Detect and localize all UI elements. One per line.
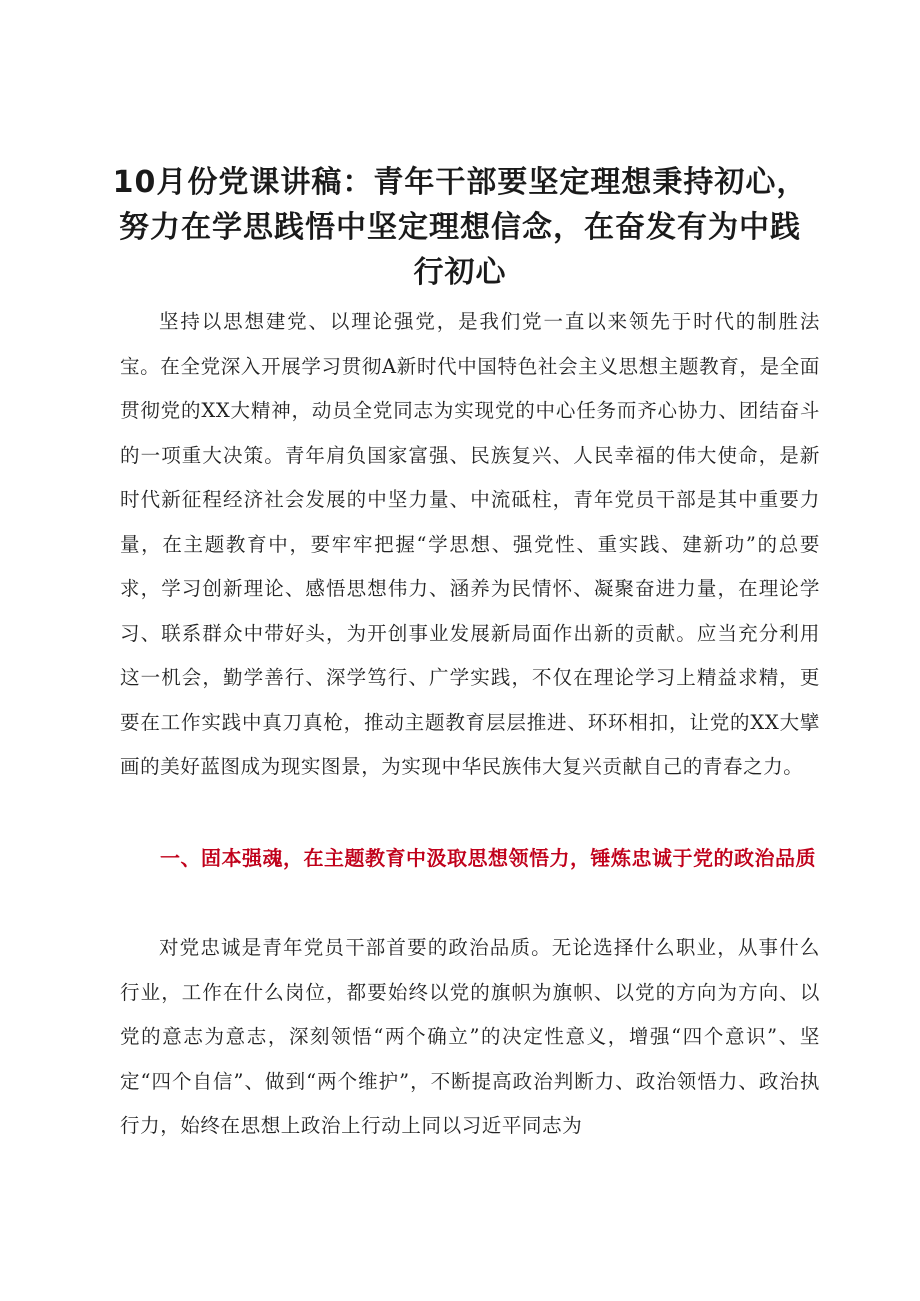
intro-paragraph: 坚持以思想建党、以理论强党，是我们党一直以来领先于时代的制胜法宝。在全党深入开展学习贯彻A新时代中国特色社会主义思想主题教育，是全面贯彻党的XX大精神，动员全党同志为实现党的中心任务而齐心协力、团结奋斗的一项重大决策。青年肩负国家富强、民族复兴、人民幸福的伟大使命，是新时代新征程经济社会发展的中坚力量、中流砥柱，青年党员干部是其中重要力量，在主题教育中，要牢牢把握“学思想、强党性、重实践、建新功”的总要求，学习创新理论、感悟思想伟力、涵养为民情怀、凝聚奋进力量，在理论学习、联系群众中带好头，为开创事业发展新局面作出新的贡献。应当充分利用这一机会，勤学善行、深学笃行、广学实践，不仅在理论学习上精益求精，更要在工作实践中真刀真枪，推动主题教育层层推进、环环相扣，让党的XX大擘画的美好蓝图成为现实图景，为实现中华民族伟大复兴贡献自己的青春之力。 bbox=[120, 310, 820, 778]
section-1-paragraph: 对党忠诚是青年党员干部首要的政治品质。无论选择什么职业，从事什么行业，工作在什么岗位，都要始终以党的旗帜为旗帜、以党的方向为方向、以党的意志为意志，深刻领悟“两个确立”的决定性意义，增强“四个意识”、坚定“四个自信”、做到“两个维护”，不断提高政治判断力、政治领悟力、政治执行力，始终在思想上政治上行动上同以习近平同志为 bbox=[120, 936, 820, 1137]
document-title: 10月份党课讲稿：青年干部要坚定理想秉持初心，努力在学思践悟中坚定理想信念，在奋发有为中践行初心 bbox=[112, 165, 808, 290]
section-heading-1: 一、固本强魂，在主题教育中汲取思想领悟力，锤炼忠诚于党的政治品质 bbox=[160, 846, 816, 870]
